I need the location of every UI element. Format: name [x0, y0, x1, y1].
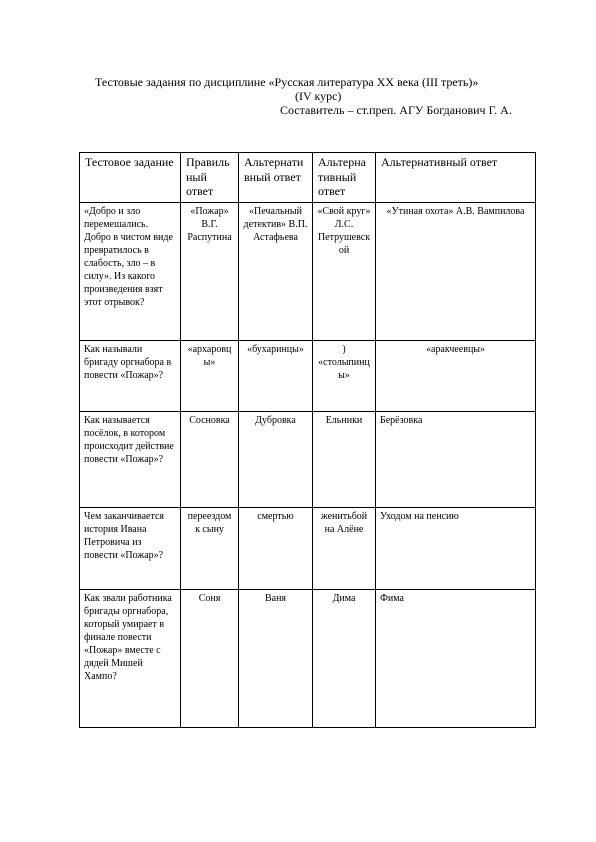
table-row: [80, 341, 536, 412]
alt-answer-1-cell: Дубровка: [239, 412, 313, 508]
question-cell: Как называется посёлок, в котором происходит действие повести «Пожар»?: [80, 412, 181, 508]
correct-answer-cell: переездом к сыну: [181, 508, 239, 590]
question-cell: «Добро и зло перемешались. Добро в чистом виде превратилось в слабость, зло – в силу». Из какого произведения взят этот отрывок?: [80, 203, 181, 341]
document-title: Тестовые задания по дисциплине «Русская литература ХХ века (III треть)»: [95, 75, 479, 89]
column-header-correct: Правильный ответ: [181, 153, 239, 203]
correct-answer-cell: Соня: [181, 590, 239, 728]
correct-answer-cell: Сосновка: [181, 412, 239, 508]
alt-answer-2-cell: «Свой круг» Л.С. Петрушевской: [313, 203, 376, 341]
table-row: [80, 508, 536, 590]
alt-answer-3-cell: «аракчеевцы»: [376, 341, 536, 412]
alt-answer-1-cell: Ваня: [239, 590, 313, 728]
alt-answer-3-cell: Берёзовка: [376, 412, 536, 508]
table-row: [80, 203, 536, 341]
author-line: Составитель – ст.преп. АГУ Богданович Г. А.: [280, 103, 512, 117]
table-row: [80, 412, 536, 508]
alt-answer-2-cell: ) «столыпинцы»: [313, 341, 376, 412]
alt-answer-2-cell: Ельники: [313, 412, 376, 508]
column-header-alt2: Альтернативный ответ: [313, 153, 376, 203]
column-header-alt1: Альтернативный ответ: [239, 153, 313, 203]
course-label: (IV курс): [295, 89, 342, 103]
alt-answer-3-cell: Уходом на пенсию: [376, 508, 536, 590]
column-header-alt3: Альтернативный ответ: [376, 153, 536, 203]
alt-answer-1-cell: «Печальный детектив» В.П. Астафьева: [239, 203, 313, 341]
test-table: [79, 152, 536, 728]
alt-answer-3-cell: Фима: [376, 590, 536, 728]
table-header-row: [80, 153, 536, 203]
correct-answer-cell: «Пожар» В.Г. Распутина: [181, 203, 239, 341]
alt-answer-2-cell: женитьбой на Алёне: [313, 508, 376, 590]
column-header-question: Тестовое задание: [80, 153, 181, 203]
alt-answer-1-cell: смертью: [239, 508, 313, 590]
question-cell: Чем заканчивается история Ивана Петровича из повести «Пожар»?: [80, 508, 181, 590]
question-cell: Как называли бригаду оргнабора в повести «Пожар»?: [80, 341, 181, 412]
question-cell: Как звали работника бригады оргнабора, который умирает в финале повести «Пожар» вместе с дядей Мишей Хампо?: [80, 590, 181, 728]
alt-answer-3-cell: «Утиная охота» А.В. Вампилова: [376, 203, 536, 341]
document-header: [0, 75, 596, 117]
alt-answer-1-cell: «бухаринцы»: [239, 341, 313, 412]
table-row: [80, 590, 536, 728]
alt-answer-2-cell: Дима: [313, 590, 376, 728]
correct-answer-cell: «архаровцы»: [181, 341, 239, 412]
